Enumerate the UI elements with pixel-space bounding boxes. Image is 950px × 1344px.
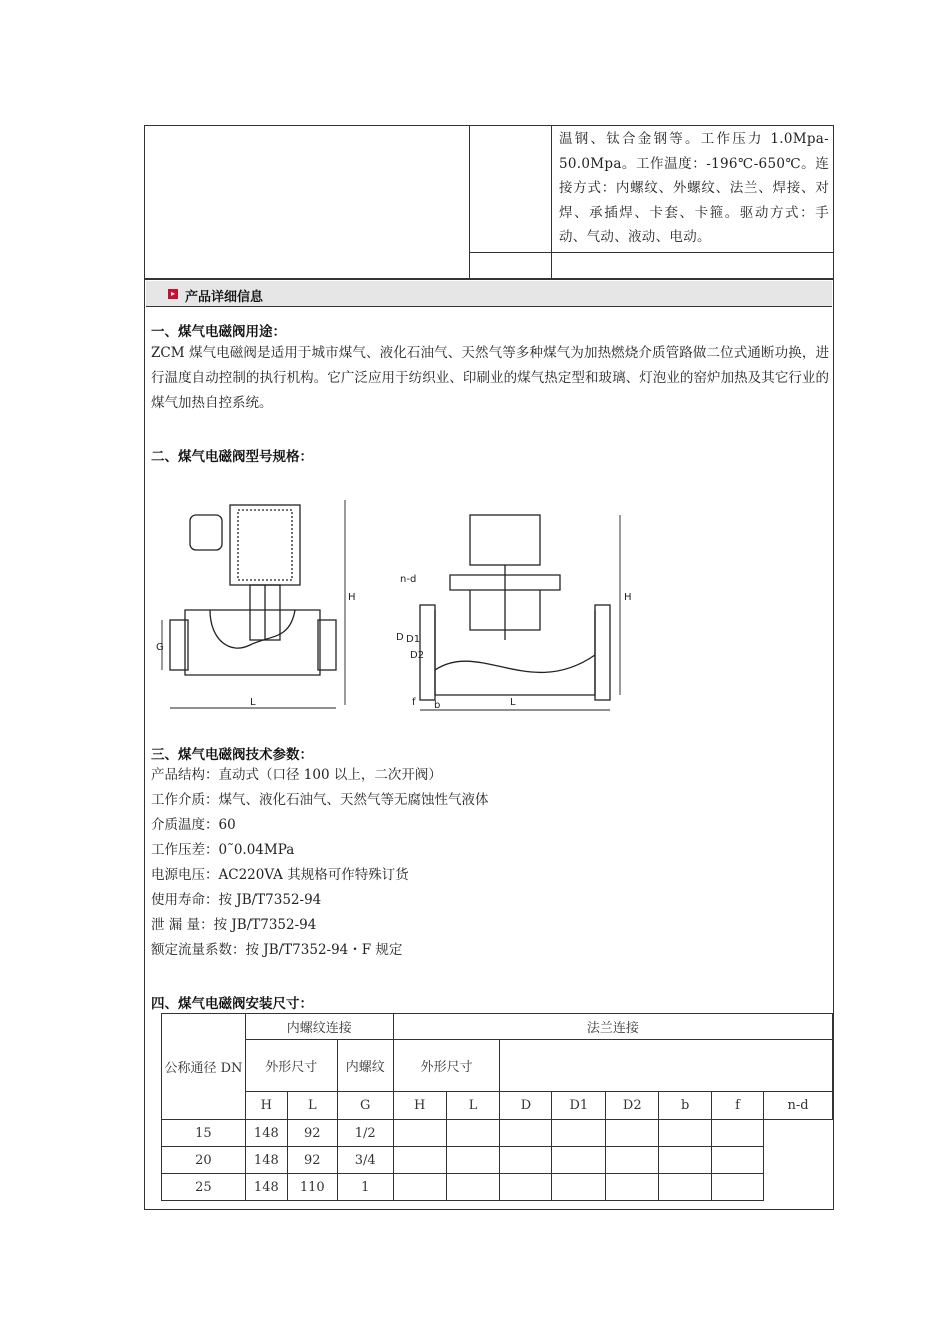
s4-heading: 四、煤气电磁阀安装尺寸： — [151, 996, 313, 1012]
top-row-divider — [469, 252, 834, 253]
left-coil — [230, 505, 300, 585]
left-body-curve — [210, 610, 295, 648]
flange-blank — [500, 1040, 833, 1092]
cell: 25 — [162, 1174, 246, 1201]
cell — [552, 1120, 606, 1147]
cell — [606, 1174, 659, 1201]
cell: 1/2 — [337, 1120, 393, 1147]
left-body — [185, 610, 320, 675]
col-nd: n-d — [764, 1092, 833, 1120]
cell: 148 — [245, 1147, 287, 1174]
left-coil-inner — [238, 510, 292, 580]
cell — [393, 1120, 446, 1147]
label-b: b — [434, 700, 441, 711]
param-line: 产品结构：直动式（口径 100 以上，二次开阀） — [151, 767, 442, 783]
label-l: L — [250, 697, 256, 708]
right-body-curve — [435, 655, 595, 672]
outline2-header: 外形尺寸 — [393, 1040, 500, 1092]
top-block-bottom — [144, 278, 834, 280]
section-title: 产品详细信息 — [185, 290, 264, 305]
label-f: f — [412, 697, 416, 708]
inner-thread-header: 内螺纹 — [337, 1040, 393, 1092]
left-outlet — [318, 620, 336, 670]
section-bar — [146, 281, 832, 307]
col-d: D — [500, 1092, 552, 1120]
cell: 148 — [245, 1120, 287, 1147]
col-g: G — [337, 1092, 393, 1120]
label-nd: n-d — [400, 574, 417, 585]
cell — [552, 1174, 606, 1201]
cell — [712, 1147, 764, 1174]
col-h: H — [245, 1092, 287, 1120]
label-h2: H — [624, 592, 632, 603]
label-d1: D1 — [406, 634, 421, 645]
dn-header: 公称通径 DN — [162, 1014, 246, 1120]
cell: 148 — [245, 1174, 287, 1201]
valve-drawing — [150, 480, 650, 720]
cell — [552, 1147, 606, 1174]
s3-heading: 三、煤气电磁阀技术参数： — [151, 747, 313, 763]
table-row — [162, 1120, 833, 1147]
cell — [606, 1147, 659, 1174]
cell — [393, 1147, 446, 1174]
top-col-divider-2 — [551, 125, 552, 279]
cell — [500, 1120, 552, 1147]
cell — [659, 1120, 712, 1147]
label-h: H — [348, 592, 356, 603]
table-row — [162, 1174, 833, 1201]
label-d: D — [396, 632, 404, 643]
right-coil — [470, 515, 540, 565]
cell — [446, 1147, 500, 1174]
col-b: b — [659, 1092, 712, 1120]
cell — [712, 1174, 764, 1201]
cell: 3/4 — [337, 1147, 393, 1174]
col-h2: H — [393, 1092, 446, 1120]
cell — [659, 1174, 712, 1201]
table-row — [162, 1147, 833, 1174]
col-d2: D2 — [606, 1092, 659, 1120]
right-body — [435, 610, 595, 695]
cell — [446, 1174, 500, 1201]
top-spec-text: 温钢、钛合金钢等。工作压力 1.0Mpa-50.0Mpa。工作温度：-196℃-650℃。连接方式：内螺纹、外螺纹、法兰、焊接、对焊、承插焊、卡套、卡箍。驱动方式：手动、气动、液动、电动。 — [559, 131, 829, 245]
arrow-tag-icon: ▸ — [168, 289, 178, 299]
col-l2: L — [446, 1092, 500, 1120]
param-line: 使用寿命：按 JB/T7352-94 — [151, 892, 322, 908]
cell — [500, 1147, 552, 1174]
cell — [446, 1120, 500, 1147]
s1-heading: 一、煤气电磁阀用途： — [151, 324, 286, 340]
col-d1: D1 — [552, 1092, 606, 1120]
cell — [712, 1120, 764, 1147]
s1-text: ZCM 煤气电磁阀是适用于城市煤气、液化石油气、天然气等多种煤气为加热燃烧介质管路做二位式通断功换，进行温度自动控制的执行机构。它广泛应用于纺织业、印刷业的煤气热定型和玻璃、灯泡业的窑炉加热及其它行业的煤气加热自控系统。 — [151, 345, 829, 411]
param-line: 泄 漏 量：按 JB/T7352-94 — [151, 917, 317, 933]
right-outlet-flange — [595, 605, 610, 700]
cell — [500, 1174, 552, 1201]
label-g: G — [156, 642, 164, 653]
threaded-header: 内螺纹连接 — [245, 1014, 393, 1040]
param-line: 电源电压：AC220VA 其规格可作特殊订货 — [151, 867, 409, 883]
param-line: 工作介质：煤气、液化石油气、天然气等无腐蚀性气液体 — [151, 792, 489, 808]
cell — [659, 1147, 712, 1174]
flanged-header: 法兰连接 — [393, 1014, 832, 1040]
param-line: 额定流量系数：按 JB/T7352-94・F 规定 — [151, 942, 403, 958]
cell: 1 — [337, 1174, 393, 1201]
cell: 92 — [287, 1120, 337, 1147]
cell — [606, 1120, 659, 1147]
cell: 20 — [162, 1147, 246, 1174]
param-line: 工作压差：0˜0.04MPa — [151, 842, 295, 858]
param-line: 介质温度：60 — [151, 817, 236, 833]
label-d2: D2 — [410, 650, 425, 661]
col-f: f — [712, 1092, 764, 1120]
top-col-divider-1 — [469, 125, 470, 279]
s2-heading: 二、煤气电磁阀型号规格： — [151, 449, 313, 465]
dimension-table — [161, 1013, 833, 1201]
left-junction-box — [190, 515, 222, 550]
outline-header: 外形尺寸 — [245, 1040, 337, 1092]
label-l2: L — [510, 697, 516, 708]
cell: 15 — [162, 1120, 246, 1147]
cell: 110 — [287, 1174, 337, 1201]
cell: 92 — [287, 1147, 337, 1174]
col-l: L — [287, 1092, 337, 1120]
cell — [393, 1174, 446, 1201]
